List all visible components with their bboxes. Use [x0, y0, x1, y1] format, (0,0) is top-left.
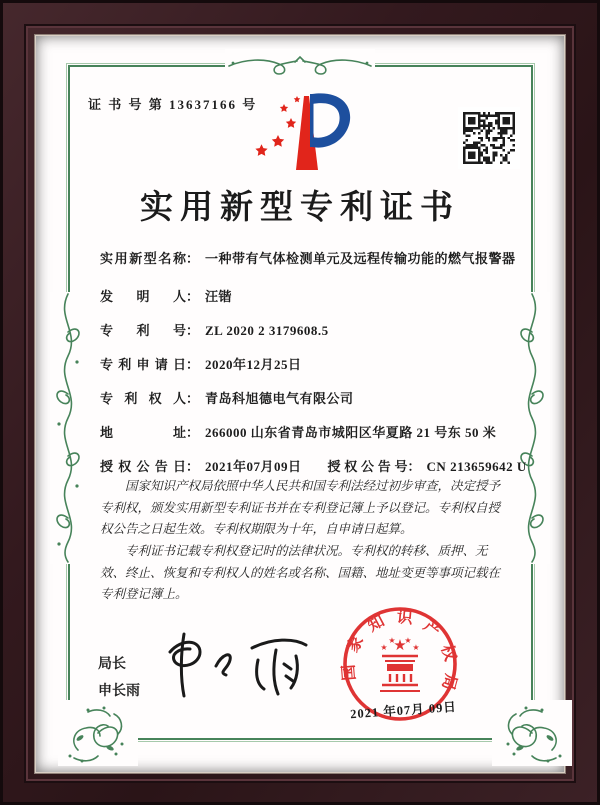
- cnipa-patent-logo: [248, 92, 358, 174]
- field-row: 发明人： 汪锴: [100, 286, 232, 305]
- field-value: 266000 山东省青岛市城阳区华夏路 21 号东 50 米: [205, 425, 497, 440]
- director-name: 申长雨: [98, 682, 140, 698]
- certificate-number: 证 书 号 第 13637166 号: [88, 97, 258, 112]
- field-value: 2020年12月25日: [205, 357, 302, 372]
- svg-text:★: ★: [393, 638, 407, 654]
- field-value: ZL 2020 2 3179608.5: [205, 323, 329, 338]
- svg-text:★: ★: [404, 636, 412, 645]
- legal-text: [100, 476, 504, 606]
- field-value: 一种带有气体检测单元及远程传输功能的燃气报警器: [205, 251, 516, 266]
- bottom-right-floral-ornament: [492, 700, 572, 766]
- right-vine-ornament: [514, 292, 550, 564]
- top-scroll-ornament: [225, 49, 375, 83]
- svg-text:★: ★: [388, 636, 396, 645]
- seal-date: 2021 年07月 09日: [349, 699, 458, 722]
- legal-paragraph: 国家知识产权局依照中华人民共和国专利法经过初步审查，决定授予专利权，颁发实用新型专利证书并在专利登记簿上予以登记。专利权自授权公告之日起生效。专利权期限为十年，自申请日起算。: [100, 479, 501, 537]
- field-row: 专利号： ZL 2020 2 3179608.5: [100, 323, 329, 338]
- field-value: 汪锴: [205, 289, 233, 304]
- field-row: 地址： 266000 山东省青岛市城阳区华夏路 21 号东 50 米: [100, 422, 496, 441]
- field-pair-secondary: 授权公告号： CN 213659642 U: [327, 459, 527, 474]
- handwritten-signature: [154, 624, 334, 704]
- seal-ring-text: 国家知识产权局: [340, 609, 460, 692]
- legal-paragraph: 专利证书记载专利权登记时的法律状况。专利权的转移、质押、无效、终止、恢复和专利权人的姓名或名称、国籍、地址变更等事项记载在专利登记簿上。: [100, 543, 501, 602]
- field-row: 专利申请日： 2020年12月25日: [100, 354, 302, 373]
- svg-text:★: ★: [380, 643, 388, 652]
- field-row: 专利权人： 青岛科旭德电气有限公司: [100, 388, 354, 407]
- qr-code: [458, 107, 520, 169]
- field-value: 青岛科旭德电气有限公司: [205, 391, 354, 406]
- field-row: 实用新型名称： 一种带有气体检测单元及远程传输功能的燃气报警器: [100, 248, 516, 267]
- certificate-paper: [36, 36, 564, 772]
- bottom-left-floral-ornament: [58, 700, 138, 766]
- certificate-title: 实用新型专利证书: [140, 190, 460, 226]
- left-vine-ornament: [50, 292, 86, 564]
- field-row: 授权公告日： 2021年07月09日 授权公告号： CN 213659642 U: [100, 456, 527, 475]
- field-value: CN 213659642 U: [426, 459, 527, 474]
- svg-text:★: ★: [412, 643, 420, 652]
- field-value: 2021年07月09日: [205, 459, 302, 474]
- director-title: 局长: [98, 655, 126, 671]
